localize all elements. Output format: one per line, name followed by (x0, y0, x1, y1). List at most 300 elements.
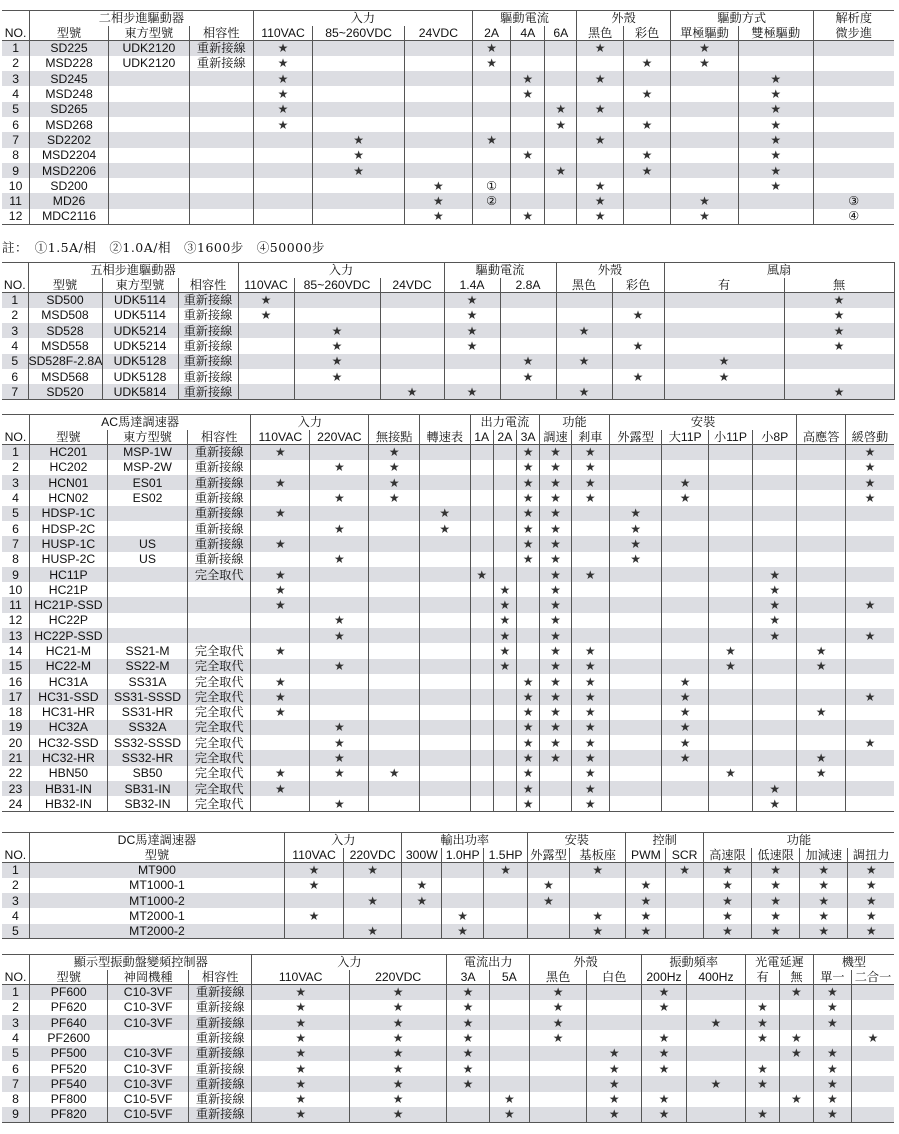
star-mark: ★ (569, 924, 626, 939)
star-mark: ★ (624, 86, 671, 101)
table-cell (516, 597, 539, 612)
star-mark: ★ (313, 132, 405, 147)
table-cell (753, 689, 797, 704)
table-cell (662, 506, 708, 521)
star-mark: ★ (609, 521, 662, 536)
table-cell (545, 41, 577, 56)
table-cell (797, 506, 846, 521)
table-cell (189, 71, 253, 86)
table-cell (107, 582, 187, 597)
table-cell: 8 (12, 1092, 19, 1107)
star-mark: ★ (571, 643, 609, 658)
table-cell (666, 878, 704, 893)
table-cell: C10-3VF (108, 1046, 189, 1061)
table-row (2, 750, 894, 765)
table-cell (569, 893, 626, 908)
table-row (2, 132, 894, 147)
star-mark: ★ (670, 56, 738, 71)
table-cell (784, 354, 894, 369)
table-cell (753, 475, 797, 490)
table-cell: 4 (12, 491, 19, 506)
table-cell (107, 567, 187, 582)
table-cell (813, 86, 894, 101)
table-cell (797, 567, 846, 582)
table-cell (369, 643, 420, 658)
table-cell: PF520 (30, 1061, 108, 1076)
star-mark: ★ (800, 908, 848, 923)
table-cell (420, 628, 471, 643)
star-mark: ★ (545, 163, 577, 178)
table-row (2, 628, 894, 643)
table-cell (470, 628, 493, 643)
table-row (2, 689, 894, 704)
table-cell (369, 705, 420, 720)
table-cell (238, 369, 294, 384)
table-cell (753, 460, 797, 475)
column-header: 高應答 (797, 430, 846, 445)
star-mark: ★ (753, 582, 797, 597)
table-cell (797, 490, 846, 505)
table-cell (500, 323, 556, 338)
table-cell (108, 102, 189, 117)
table-cell (420, 445, 471, 460)
table-cell (107, 506, 187, 521)
star-mark: ★ (642, 1030, 686, 1045)
table-row (2, 1061, 894, 1076)
column-header: 東方型號 (102, 278, 178, 293)
table-cell (251, 521, 310, 536)
table-cell: HC31A (29, 674, 107, 689)
table-cell (380, 354, 444, 369)
table-cell (609, 460, 662, 475)
table-cell (852, 1015, 895, 1030)
star-mark: ★ (310, 460, 369, 475)
table-cell: 重新接線 (188, 1046, 252, 1061)
star-mark: ★ (845, 490, 894, 505)
table-cell (404, 41, 472, 56)
star-mark: ★ (571, 674, 609, 689)
table-cell (251, 750, 310, 765)
table-cell: C10-3VF (108, 985, 189, 1000)
table-cell (753, 766, 797, 781)
table-cell (108, 209, 189, 224)
table-cell (189, 193, 253, 208)
table-cell (813, 102, 894, 117)
star-mark: ★ (252, 1046, 349, 1061)
table-cell (662, 628, 708, 643)
table-cell: 2 (12, 1000, 19, 1015)
table-row (2, 193, 894, 208)
table-cell (708, 490, 752, 505)
table-cell (708, 506, 752, 521)
table-cell: 6 (12, 117, 19, 132)
table-cell (420, 460, 471, 475)
star-mark: ★ (447, 1015, 489, 1030)
column-header: 1.4A (444, 278, 500, 293)
star-mark: ★ (571, 475, 609, 490)
star-mark: ★ (664, 354, 784, 369)
table-cell (253, 178, 313, 193)
table-cell (489, 1046, 529, 1061)
column-header-row (2, 848, 894, 863)
star-mark: ★ (253, 86, 313, 101)
column-header: 85~260VDC (294, 278, 380, 293)
table-cell (779, 1015, 813, 1030)
table-cell (493, 674, 516, 689)
table-cell: 2 (12, 56, 19, 71)
group-header (420, 415, 471, 430)
table-cell (609, 766, 662, 781)
star-mark: ★ (484, 863, 528, 878)
star-mark: ★ (540, 628, 572, 643)
star-mark: ★ (626, 893, 666, 908)
table-row (2, 86, 894, 101)
spec-table-s1 (2, 10, 894, 225)
star-mark: ★ (493, 659, 516, 674)
table-cell (797, 720, 846, 735)
star-mark: ★ (571, 490, 609, 505)
table-cell (784, 369, 894, 384)
group-header: 驅動方式 (670, 11, 813, 26)
column-header: 調扭力 (848, 848, 894, 863)
group-header (797, 415, 846, 430)
column-header: 外露型 (609, 430, 662, 445)
table-cell (493, 536, 516, 551)
table-cell (845, 781, 894, 796)
table-cell (662, 597, 708, 612)
table-cell (238, 323, 294, 338)
column-header: 無 (779, 970, 813, 985)
table-cell (686, 985, 745, 1000)
table-cell (380, 308, 444, 323)
table-cell (108, 132, 189, 147)
table-cell: 重新接線 (188, 1000, 252, 1015)
column-header: 110VAC (252, 970, 349, 985)
column-header: NO. (4, 847, 27, 862)
table-cell (845, 796, 894, 811)
star-mark: ★ (310, 796, 369, 811)
table-cell (609, 613, 662, 628)
star-mark: ★ (447, 1030, 489, 1045)
table-cell (708, 720, 752, 735)
star-mark: ★ (252, 1107, 349, 1122)
star-mark: ★ (530, 1015, 587, 1030)
group-header-row (2, 11, 894, 26)
table-cell (708, 552, 752, 567)
table-cell (294, 384, 380, 399)
column-header: 1.5HP (484, 848, 528, 863)
table-cell (662, 659, 708, 674)
star-mark: ★ (253, 71, 313, 86)
star-mark: ★ (746, 1015, 780, 1030)
spec-table-s2 (2, 262, 894, 400)
table-cell (369, 796, 420, 811)
star-mark: ★ (516, 735, 539, 750)
star-mark: ★ (540, 659, 572, 674)
table-cell (470, 659, 493, 674)
table-cell (609, 674, 662, 689)
column-header: 剎車 (571, 430, 609, 445)
table-cell: US (107, 536, 187, 551)
table-cell (797, 552, 846, 567)
table-cell (662, 460, 708, 475)
table-cell (540, 781, 572, 796)
table-cell (516, 628, 539, 643)
table-cell: 完全取代 (188, 689, 251, 704)
table-cell (845, 750, 894, 765)
table-cell: MSD2204 (30, 148, 109, 163)
star-mark: ★ (626, 878, 666, 893)
table-cell: 11 (2, 597, 29, 612)
table-cell (664, 338, 784, 353)
column-header: 微步進 (813, 26, 894, 41)
star-mark: ★ (800, 924, 848, 939)
table-cell: 5 (2, 1046, 30, 1061)
star-mark: ★ (587, 1046, 642, 1061)
column-header: 型號 (29, 848, 284, 863)
star-mark: ★ (310, 659, 369, 674)
star-mark: ★ (294, 369, 380, 384)
table-cell (797, 460, 846, 475)
table-cell (845, 582, 894, 597)
column-header: 型號 (30, 26, 109, 41)
star-mark: ★ (251, 475, 310, 490)
table-cell (511, 56, 545, 71)
table-cell: MSD2206 (30, 163, 109, 178)
table-row (2, 71, 894, 86)
table-cell (472, 148, 510, 163)
table-cell (369, 567, 420, 582)
table-cell (642, 1015, 686, 1030)
table-cell (189, 117, 253, 132)
table-cell (251, 460, 310, 475)
table-row (2, 354, 894, 369)
group-header: 外殼 (530, 955, 642, 970)
table-cell (571, 506, 609, 521)
table-cell (845, 536, 894, 551)
table-cell: 10 (8, 178, 23, 193)
table-cell (472, 86, 510, 101)
star-mark: ★ (251, 597, 310, 612)
star-mark: ★ (528, 893, 570, 908)
table-cell (470, 796, 493, 811)
table-cell: 23 (2, 781, 29, 796)
table-cell (470, 552, 493, 567)
table-cell (472, 117, 510, 132)
table-cell: SB31-IN (107, 781, 187, 796)
table-cell (444, 369, 500, 384)
table-row (2, 1015, 894, 1030)
star-mark: ★ (813, 985, 851, 1000)
table-cell: HC11P (29, 567, 107, 582)
table-cell (571, 597, 609, 612)
table-cell: PF820 (30, 1107, 108, 1122)
table-row (2, 878, 894, 893)
table-row (2, 308, 894, 323)
table-cell (251, 659, 310, 674)
group-header: 入力 (253, 11, 472, 26)
star-mark: ★ (752, 893, 800, 908)
table-cell (369, 597, 420, 612)
table-cell: 24 (2, 796, 29, 811)
star-mark: ★ (708, 643, 752, 658)
star-mark: ★ (447, 1000, 489, 1015)
table-cell: 3 (2, 1015, 30, 1030)
star-mark: ★ (703, 863, 751, 878)
star-mark: ★ (493, 597, 516, 612)
star-mark: ★ (577, 178, 624, 193)
table-cell: SS31A (107, 674, 187, 689)
table-cell (500, 338, 556, 353)
table-cell (545, 193, 577, 208)
star-mark: ★ (571, 750, 609, 765)
star-mark: ★ (662, 490, 708, 505)
table-cell (662, 521, 708, 536)
star-mark: ★ (313, 148, 405, 163)
column-header-row (2, 278, 894, 293)
table-cell: UDK5214 (102, 338, 178, 353)
star-mark: ★ (294, 323, 380, 338)
table-cell (609, 705, 662, 720)
table-row (2, 582, 894, 597)
table-cell (845, 659, 894, 674)
table-cell (489, 1000, 529, 1015)
table-cell (108, 193, 189, 208)
table-cell (107, 521, 187, 536)
table-cell: PF2600 (30, 1030, 108, 1045)
table-cell: HC31-HR (29, 705, 107, 720)
star-mark: ★ (587, 1061, 642, 1076)
table-cell (189, 86, 253, 101)
table-cell: US (107, 552, 187, 567)
table-cell (442, 863, 484, 878)
star-mark: ★ (252, 1015, 349, 1030)
column-header: 單一 (813, 970, 851, 985)
table-cell (420, 750, 471, 765)
table-cell (556, 308, 612, 323)
table-cell: 1 (2, 293, 28, 308)
star-mark: ★ (784, 384, 894, 399)
table-cell (545, 209, 577, 224)
star-mark: ★ (310, 750, 369, 765)
star-mark: ★ (404, 209, 472, 224)
table-cell (571, 628, 609, 643)
star-mark: ★ (349, 985, 446, 1000)
star-mark: ★ (612, 338, 664, 353)
table-cell: 3 (2, 475, 29, 490)
column-header: 緩啓動 (845, 430, 894, 445)
table-cell (666, 908, 704, 923)
table-cell (107, 597, 187, 612)
table-cell: HC21-M (29, 643, 107, 658)
table-row (2, 643, 894, 658)
table-cell: 3 (2, 893, 29, 908)
table-cell (313, 209, 405, 224)
group-header: 外殼 (577, 11, 671, 26)
table-row (2, 1000, 894, 1015)
column-header: 神岡機種 (108, 970, 189, 985)
table-cell: HC21P-SSD (29, 597, 107, 612)
table-cell: 重新接線 (188, 1107, 252, 1122)
star-mark: ★ (349, 1015, 446, 1030)
table-cell (797, 689, 846, 704)
table-cell (470, 705, 493, 720)
table-cell: PF500 (30, 1046, 108, 1061)
table-cell (511, 193, 545, 208)
star-mark: ★ (784, 323, 894, 338)
star-mark: ★ (540, 750, 572, 765)
star-mark: ★ (624, 163, 671, 178)
table-cell (545, 86, 577, 101)
table-cell (664, 308, 784, 323)
star-mark: ★ (343, 893, 402, 908)
column-header: 相容性 (188, 430, 251, 445)
table-cell (612, 293, 664, 308)
table-cell (708, 735, 752, 750)
star-mark: ★ (752, 863, 800, 878)
table-cell (470, 506, 493, 521)
star-mark: ★ (571, 735, 609, 750)
table-cell (845, 506, 894, 521)
table-cell (470, 582, 493, 597)
star-mark: ★ (511, 71, 545, 86)
table-cell: 17 (2, 689, 29, 704)
star-mark: ★ (251, 643, 310, 658)
table-cell: 完全取代 (188, 750, 251, 765)
star-mark: ★ (500, 354, 556, 369)
column-header: NO. (4, 969, 27, 984)
table-cell (369, 735, 420, 750)
star-mark: ★ (251, 766, 310, 781)
table-row (2, 445, 894, 460)
table-cell (540, 766, 572, 781)
column-header: 東方型號 (108, 26, 189, 41)
table-cell (779, 1000, 813, 1015)
table-cell (609, 735, 662, 750)
table-cell (670, 71, 738, 86)
star-mark: ★ (528, 878, 570, 893)
group-header: 安裝 (609, 415, 797, 430)
column-header: 小11P (708, 430, 752, 445)
table-cell: MSD228 (30, 56, 109, 71)
table-cell (402, 863, 442, 878)
star-mark: ★ (489, 1092, 529, 1107)
table-cell (369, 720, 420, 735)
table-cell (753, 720, 797, 735)
star-mark: ★ (813, 1092, 851, 1107)
table-row (2, 781, 894, 796)
table-cell: 7 (2, 384, 28, 399)
table-cell: 完全取代 (188, 735, 251, 750)
table-cell: 重新接線 (188, 490, 251, 505)
group-header-row (2, 415, 894, 430)
table-cell (813, 41, 894, 56)
star-mark: ★ (404, 178, 472, 193)
table-cell: SD200 (30, 178, 109, 193)
table-cell (708, 781, 752, 796)
table-cell: 重新接線 (188, 521, 251, 536)
star-mark: ★ (571, 659, 609, 674)
star-mark: ★ (556, 354, 612, 369)
star-mark: ★ (577, 71, 624, 86)
star-mark: ★ (813, 1000, 851, 1015)
table-cell (530, 1061, 587, 1076)
table-cell (739, 41, 814, 56)
table-cell: MT1000-1 (29, 878, 284, 893)
column-header: 相容性 (188, 970, 252, 985)
table-cell (609, 475, 662, 490)
star-mark: ★ (746, 1076, 780, 1091)
